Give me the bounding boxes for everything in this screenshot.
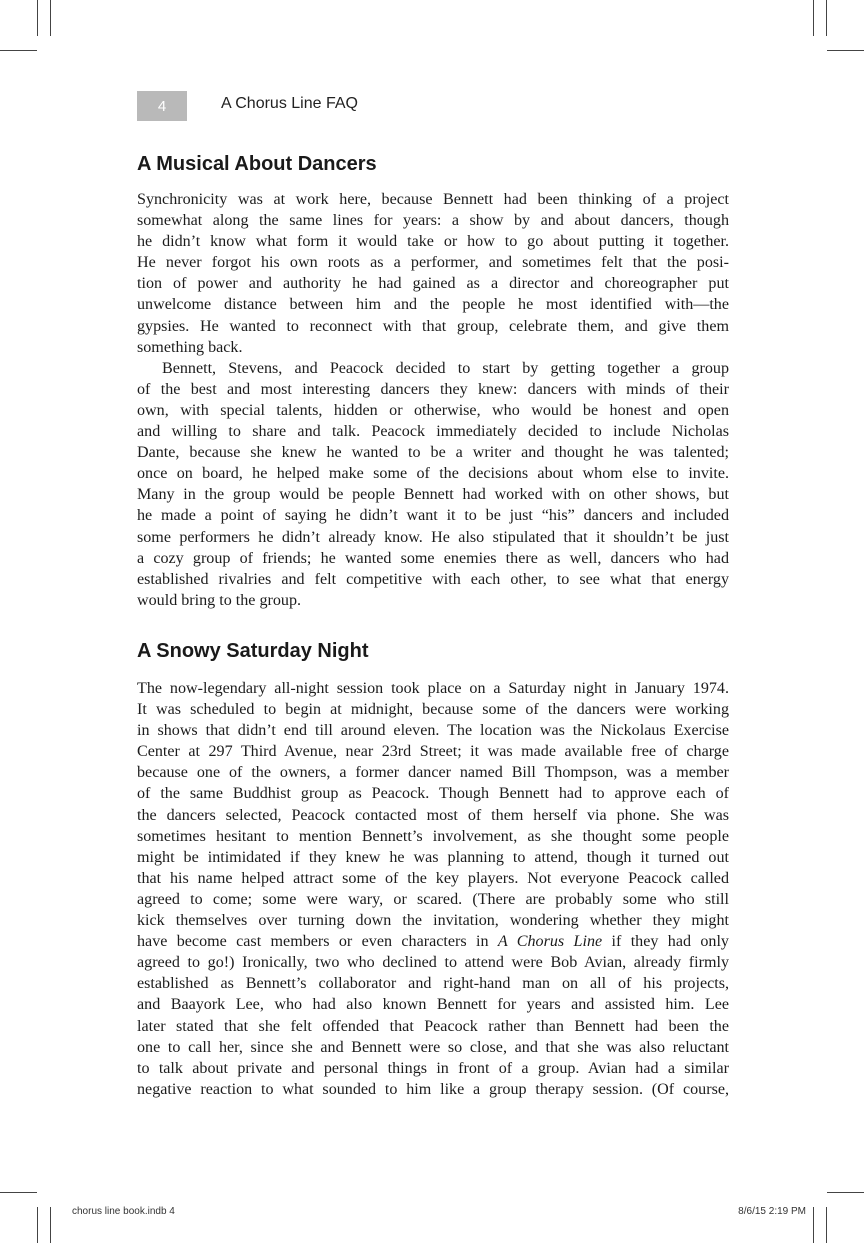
running-title: A Chorus Line FAQ [221,95,358,112]
text-line: to talk about private and personal things in front of a group. Avian had a similar [137,1059,729,1077]
text-line: Bennett, Stevens, and Peacock decided to start by getting together a group [162,359,729,377]
text-line: a cozy group of friends; he wanted some enemies there as well, dancers who had [137,549,729,567]
text-line: tion of power and authority he had gained as a director and choreographer put [137,275,729,293]
text-line: and willing to share and talk. Peacock immediately decided to include Nicholas [137,423,729,441]
text-line: unwelcome distance between him and the people he most identified with—the [137,296,729,314]
section-body [137,678,729,1100]
text-line: the dancers selected, Peacock contacted most of them herself via phone. She was [137,806,729,824]
text-line: that his name helped attract some of the key players. Not everyone Peacock called [137,869,729,887]
section-heading: A Musical About Dancers [137,153,377,175]
text-line: and Baayork Lee, who had also known Bennett for years and assisted him. Lee [137,996,729,1014]
text-line: Synchronicity was at work here, because Bennett had been thinking of a project [137,191,729,208]
crop-mark [0,1192,37,1193]
text-line: once on board, he helped make some of the decisions about whom else to invite. [137,465,729,483]
text-run: if they had only [602,933,729,951]
text-line: something back. [137,338,243,356]
crop-mark [827,1192,864,1193]
text-line: he didn’t know what form it would take or how to go about putting it together. [137,233,729,251]
text-line: sometimes hesitant to mention Bennett’s involvement, as she thought some people [137,827,729,845]
text-line [137,931,729,952]
text-line: Dante, because she knew he wanted to be a writer and thought he was talented; [137,444,729,462]
text-line: because one of the owners, a former dancer named Bill Thompson, was a member [137,764,729,782]
section-heading: A Snowy Saturday Night [137,640,369,662]
text-line: some performers he didn’t already know. He also stipulated that it shouldn’t be just [137,528,729,546]
crop-mark [0,50,37,51]
text-line: of the best and most interesting dancers they knew: dancers with minds of their [137,380,729,398]
crop-mark [827,50,864,51]
italic-title: A Chorus Line [497,933,603,951]
text-line: kick themselves over turning down the invitation, wondering whether they might [137,912,729,930]
text-line: gypsies. He wanted to reconnect with that group, celebrate them, and give them [137,317,729,335]
text-line: of the same Buddhist group as Peacock. Though Bennett had to approve each of [137,785,729,803]
crop-mark [813,1207,814,1243]
crop-mark [826,0,827,36]
page-number: 4 [137,91,187,121]
text-line: would bring to the group. [137,591,302,609]
text-line: one to call her, since she and Bennett were so close, and that she was also reluctant [137,1038,729,1056]
text-line: Many in the group would be people Bennett had worked with on other shows, but [137,486,729,504]
text-line: established rivalries and felt competitive with each other, to see what that energy [137,570,729,588]
file-slug: chorus line book.indb 4 [72,1206,175,1217]
print-timestamp: 8/6/15 2:19 PM [738,1206,806,1217]
crop-mark [37,1207,38,1243]
text-line: agreed to come; some were wary, or scared. (There are probably some who still [137,890,729,908]
crop-mark [826,1207,827,1243]
text-line: might be intimidated if they knew he was planning to attend, though it turned out [137,848,729,866]
text-line: somewhat along the same lines for years: a show by and about dancers, though [137,212,729,230]
text-line: The now-legendary all-night session took place on a Saturday night in January 1974. [137,680,729,697]
text-line: Center at 297 Third Avenue, near 23rd Street; it was made available free of charge [137,743,729,761]
text-line: It was scheduled to begin at midnight, because some of the dancers were working [137,701,729,719]
section-body [137,189,729,611]
text-line: later stated that she felt offended that Peacock rather than Bennett had been the [137,1017,729,1035]
text-run: have become cast members or even characters in [137,933,498,951]
text-line: own, with special talents, hidden or otherwise, who would be honest and open [137,401,729,419]
text-line: agreed to go!) Ironically, two who declined to attend were Bob Avian, already firmly [137,954,729,972]
text-line: in shows that didn’t end till around eleven. The location was the Nickolaus Exercise [137,722,729,740]
text-line: He never forgot his own roots as a performer, and sometimes felt that the posi- [137,254,729,272]
crop-mark [37,0,38,36]
text-line: negative reaction to what sounded to him like a group therapy session. (Of course, [137,1080,729,1098]
crop-mark [50,0,51,36]
crop-mark [813,0,814,36]
text-line: he made a point of saying he didn’t want it to be just “his” dancers and included [137,507,729,525]
crop-mark [50,1207,51,1243]
text-line: established as Bennett’s collaborator and right-hand man on all of his projects, [137,975,729,993]
